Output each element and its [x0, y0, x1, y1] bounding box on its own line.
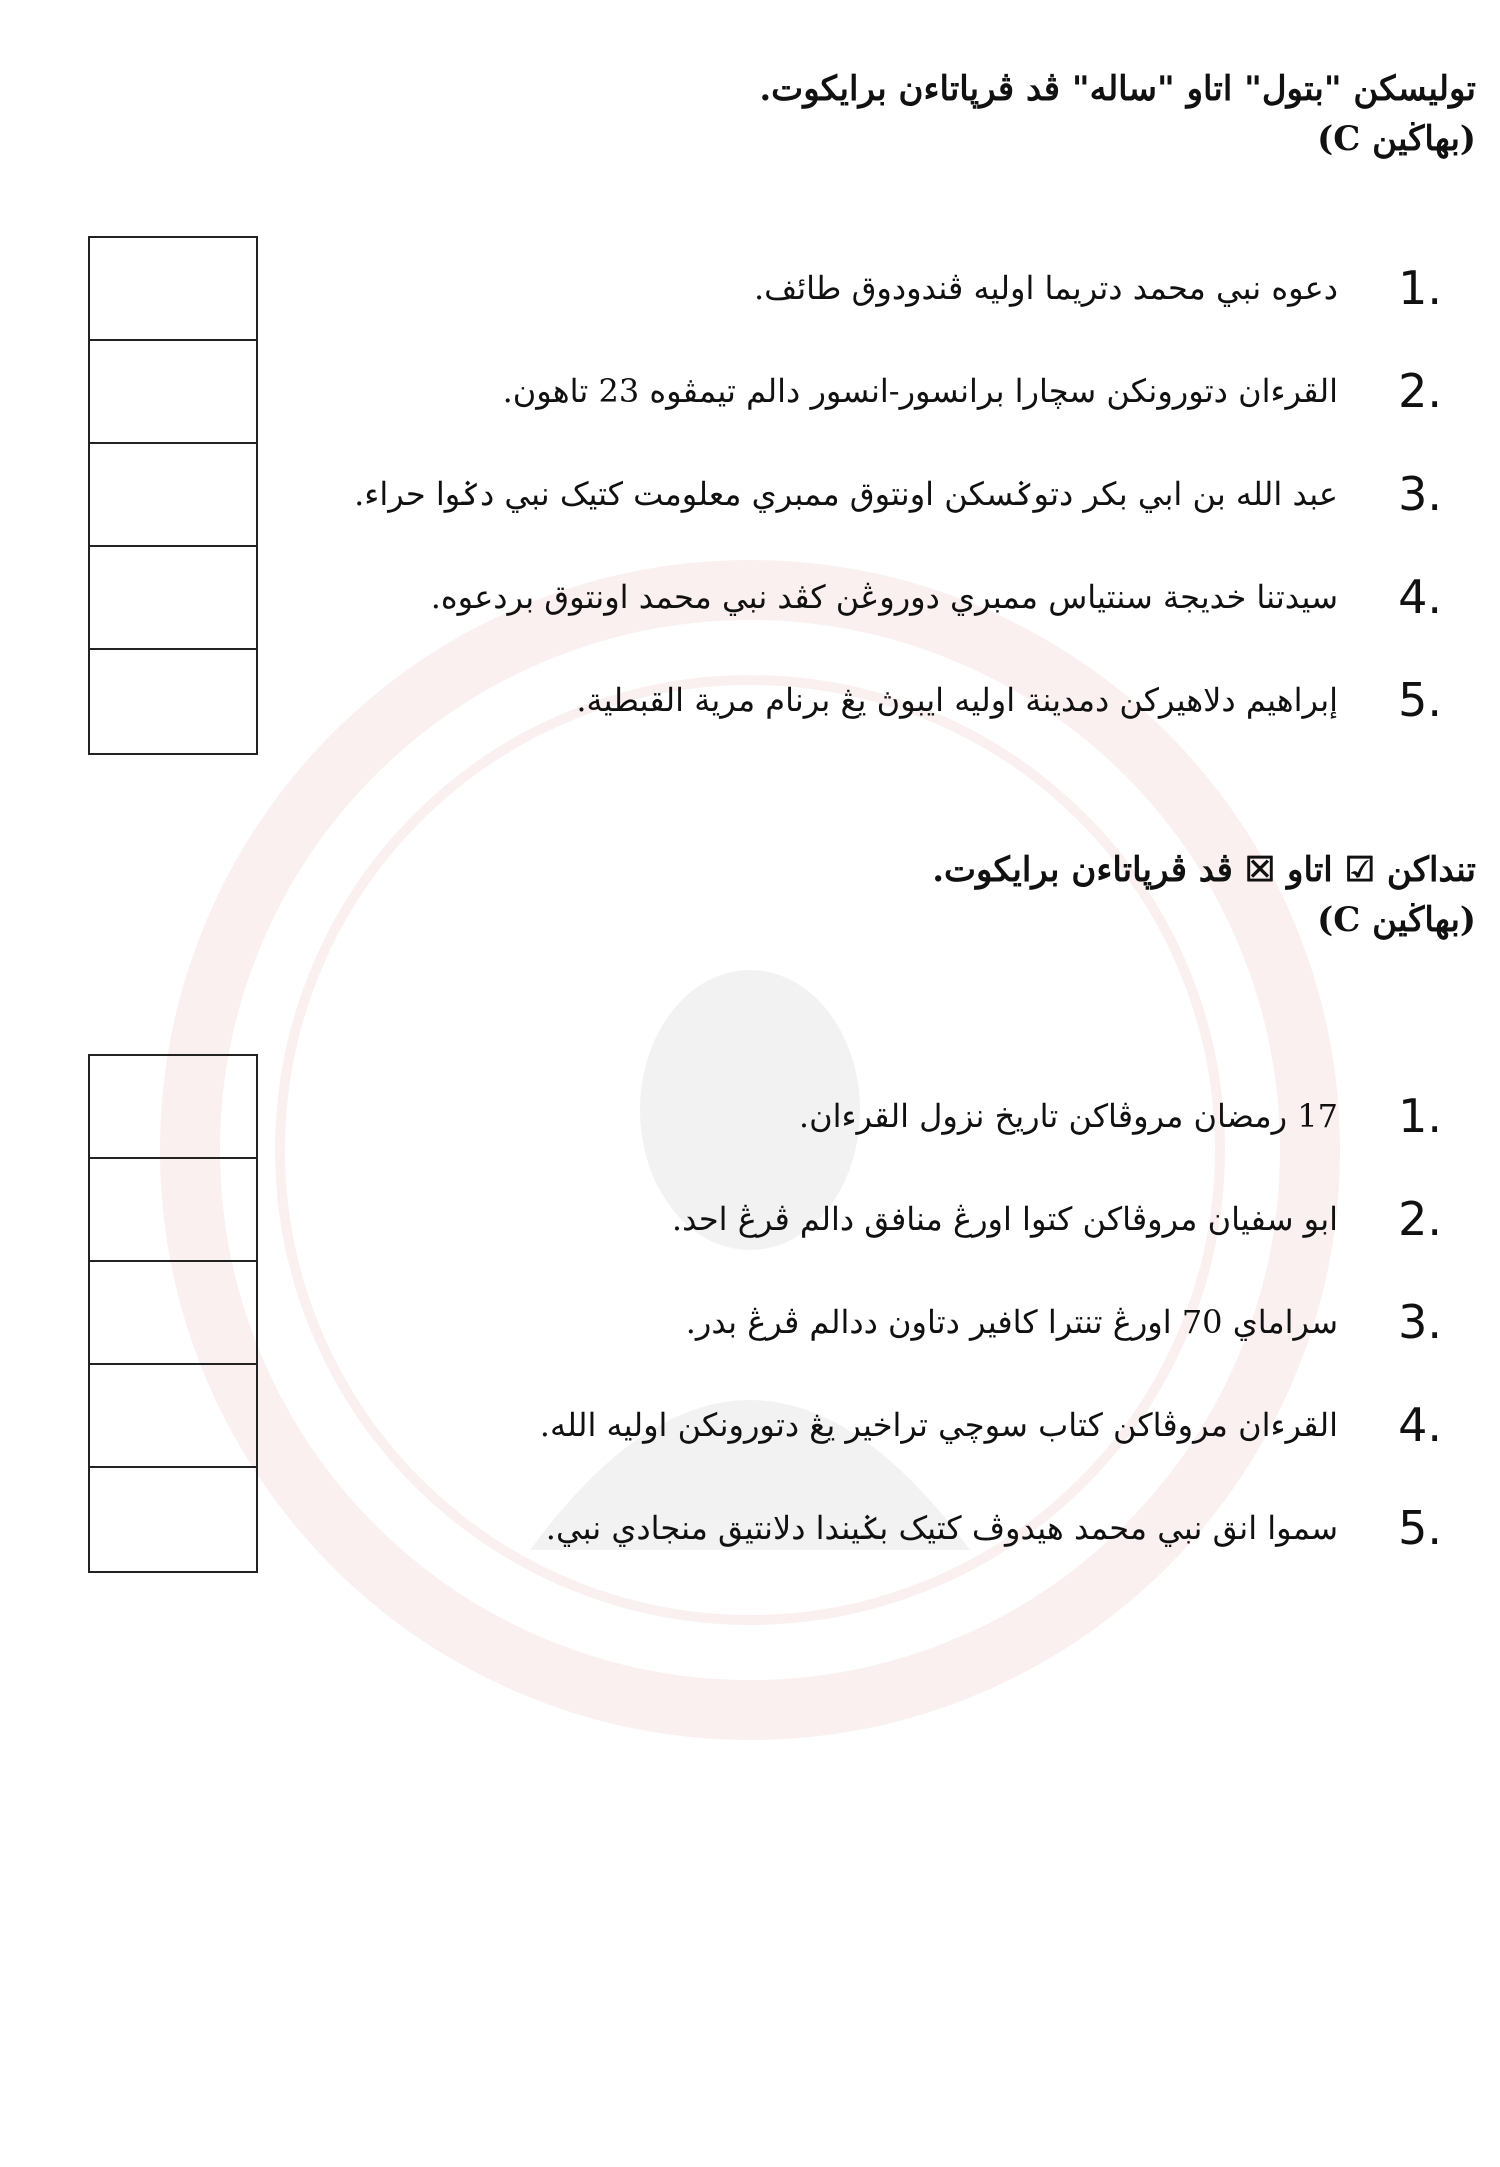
- statement-item: [300, 442, 1442, 545]
- statement-text: دعوه نبي محمد دتريما اوليه ڤندودوق طائف.: [753, 268, 1338, 307]
- section2-statements: [300, 1064, 1442, 1579]
- answer-box-2[interactable]: [90, 1159, 256, 1262]
- statement-text: القرءان دتورونكن سچارا برانسور-انسور دالم تيمڤوه 23 تاهون.: [502, 371, 1338, 410]
- answer-box-2[interactable]: [90, 341, 256, 444]
- section2-title: تنداكن ☑ اتاو ☒ ڤد ڤرپاتاءن برايكوت.: [932, 850, 1476, 890]
- statement-text: عبد الله بن ابي بكر دتوݢسكن اونتوق ممبري معلومت كتيک نبي دݢوا حراء.: [354, 474, 1338, 513]
- statement-item: [300, 545, 1442, 648]
- answer-box-5[interactable]: [90, 1468, 256, 1571]
- answer-box-1[interactable]: [90, 238, 256, 341]
- statement-number: 3.: [1398, 1294, 1442, 1349]
- statement-item: [300, 1373, 1442, 1476]
- statement-text: إبراهيم دلاهيركن دمدينة اوليه ايبوڽ يڠ برنام مرية القبطية.: [576, 680, 1338, 719]
- statement-text: سموا انق نبي محمد هيدوڤ كتيک بݢيندا دلانتيق منجادي نبي.: [545, 1508, 1338, 1547]
- section2-answer-boxes: [88, 1054, 258, 1573]
- statement-text: ابو سفيان مروڤاكن كتوا اورڠ منافق دالم ڤرڠ احد.: [671, 1199, 1338, 1238]
- statement-text: القرءان مروڤاكن كتاب سوچي تراخير يڠ دتورونكن اوليه الله.: [539, 1405, 1338, 1444]
- statement-number: 2.: [1398, 363, 1442, 418]
- statement-item: [300, 1064, 1442, 1167]
- statement-text: سيدتنا خديجة سنتياس ممبري دوروڠن كڤد نبي محمد اونتوق بردعوه.: [430, 577, 1338, 616]
- answer-box-1[interactable]: [90, 1056, 256, 1159]
- statement-item: [300, 648, 1442, 751]
- answer-box-4[interactable]: [90, 1365, 256, 1468]
- statement-number: 1.: [1398, 260, 1442, 315]
- section1-subtitle: (بهاڬين C): [1317, 119, 1476, 159]
- statement-number: 5.: [1398, 672, 1442, 727]
- statement-number: 1.: [1398, 1088, 1442, 1143]
- answer-box-5[interactable]: [90, 650, 256, 753]
- answer-box-3[interactable]: [90, 1262, 256, 1365]
- statement-number: 4.: [1398, 569, 1442, 624]
- section1-statements: [300, 236, 1442, 751]
- section2-subtitle: (بهاڬين C): [1317, 900, 1476, 940]
- statement-text: سراماي 70 اورڠ تنترا كافير دتاون ددالم ڤرڠ بدر.: [685, 1302, 1338, 1341]
- section1-title: توليسكن "بتول" اتاو "ساله" ڤد ڤرپاتاءن برايكوت.: [759, 69, 1476, 109]
- answer-box-3[interactable]: [90, 444, 256, 547]
- answer-box-4[interactable]: [90, 547, 256, 650]
- section1-heading: [759, 64, 1476, 164]
- statement-text: 17 رمضان مروڤاكن تاريخ نزول القرءان.: [798, 1096, 1338, 1135]
- section1-answer-boxes: [88, 236, 258, 755]
- statement-number: 2.: [1398, 1191, 1442, 1246]
- statement-item: [300, 236, 1442, 339]
- statement-item: [300, 1476, 1442, 1579]
- statement-number: 3.: [1398, 466, 1442, 521]
- statement-number: 5.: [1398, 1500, 1442, 1555]
- statement-item: [300, 1167, 1442, 1270]
- section2-heading: [932, 845, 1476, 945]
- statement-item: [300, 1270, 1442, 1373]
- statement-number: 4.: [1398, 1397, 1442, 1452]
- statement-item: [300, 339, 1442, 442]
